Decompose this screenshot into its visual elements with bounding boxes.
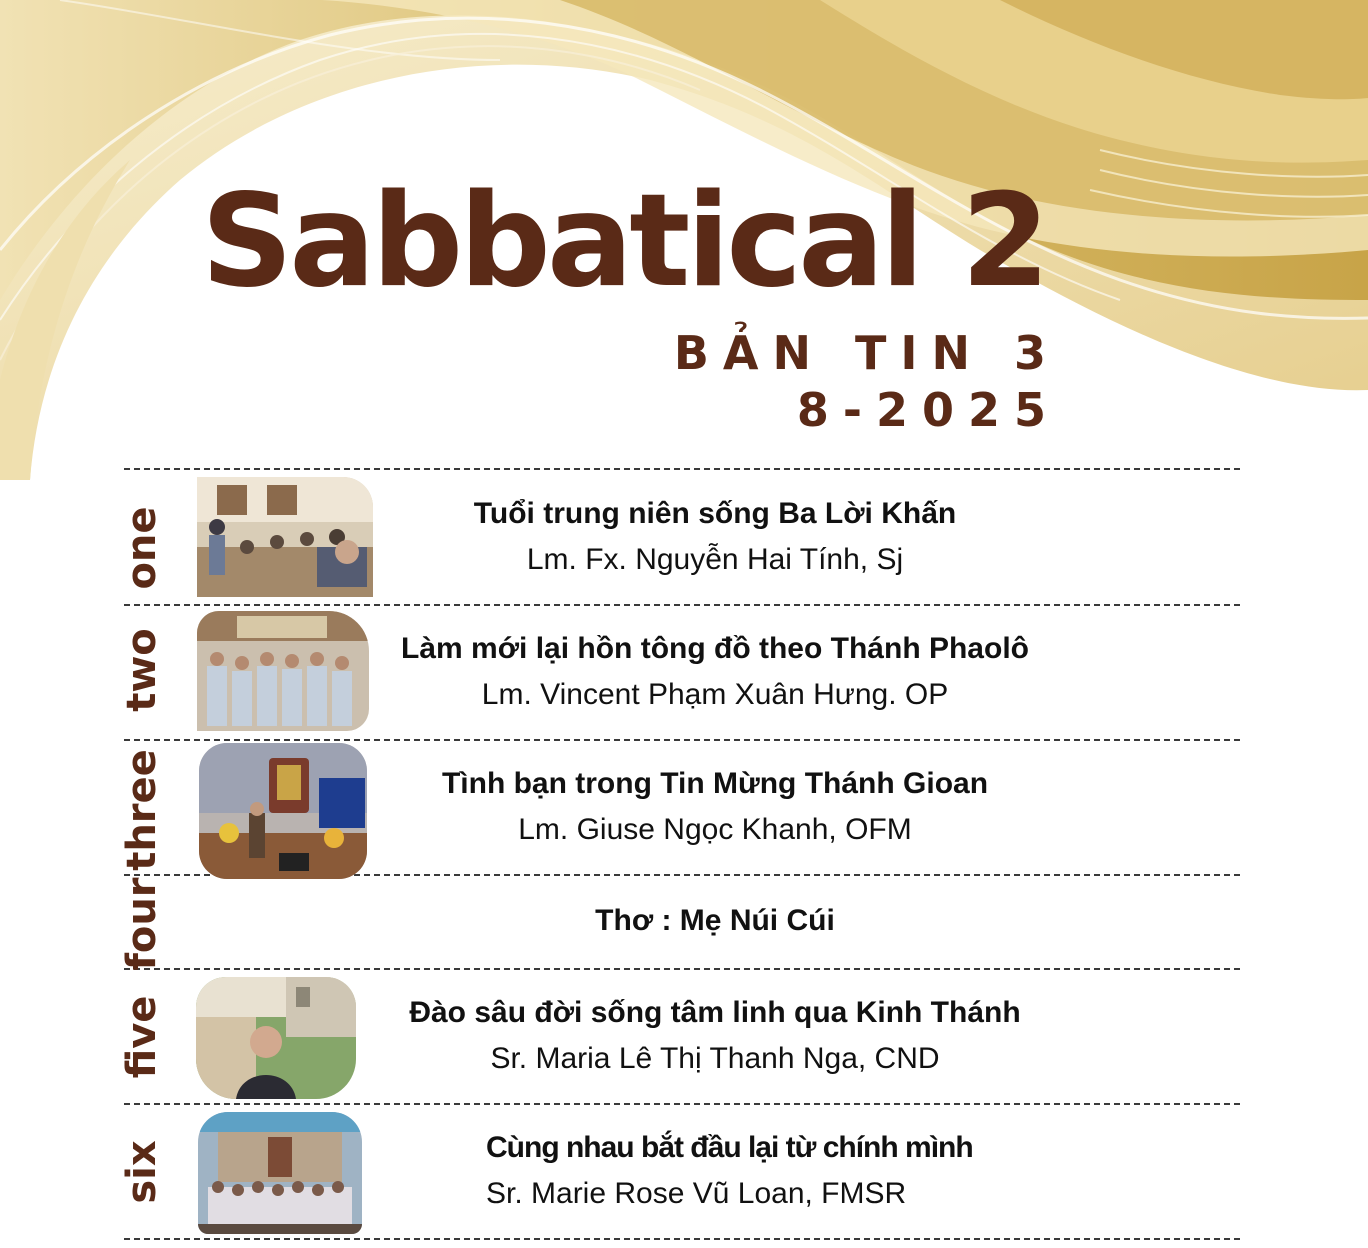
entry-author: Sr. Marie Rose Vũ Loan, FMSR [486,1177,907,1210]
entry-author: Lm. Vincent Phạm Xuân Hưng. OP [481,678,949,711]
entry-author: Sr. Maria Lê Thị Thanh Nga, CND [490,1042,940,1075]
toc-entry[interactable] [372,491,1058,583]
divider [124,968,1240,970]
toc-entry[interactable] [372,898,1058,944]
divider [124,1103,1240,1105]
toc-entry[interactable] [486,1125,1086,1217]
entry-title: Thơ : Mẹ Núi Cúi [595,904,835,937]
page-title: Sabbatical 2 [201,167,1046,316]
entry-title: Tuổi trung niên sống Ba Lời Khấn [473,497,957,530]
entry-author: Lm. Fx. Nguyễn Hai Tính, Sj [526,543,904,576]
toc-entry[interactable] [372,990,1058,1082]
entry-title: Làm mới lại hồn tông đồ theo Thánh Phaolô [401,632,1029,665]
divider [124,604,1240,606]
toc-entry[interactable] [372,761,1058,853]
article-photo [199,743,367,879]
article-photo [197,477,373,597]
divider [124,1238,1240,1240]
toc-entry[interactable] [372,626,1058,718]
article-photo [198,1112,362,1234]
entry-title: Đào sâu đời sống tâm linh qua Kinh Thánh [409,996,1021,1029]
entry-title: Cùng nhau bắt đầu lại từ chính mình [486,1131,973,1164]
issue-label: BẢN TIN 3 [673,326,1060,380]
article-photo [197,611,369,731]
article-photo [196,977,356,1099]
issue-date: 8-2025 [796,383,1060,437]
entry-author: Lm. Giuse Ngọc Khanh, OFM [518,813,912,846]
divider [124,739,1240,741]
divider [124,468,1240,470]
entry-title: Tình bạn trong Tin Mừng Thánh Gioan [441,767,989,800]
